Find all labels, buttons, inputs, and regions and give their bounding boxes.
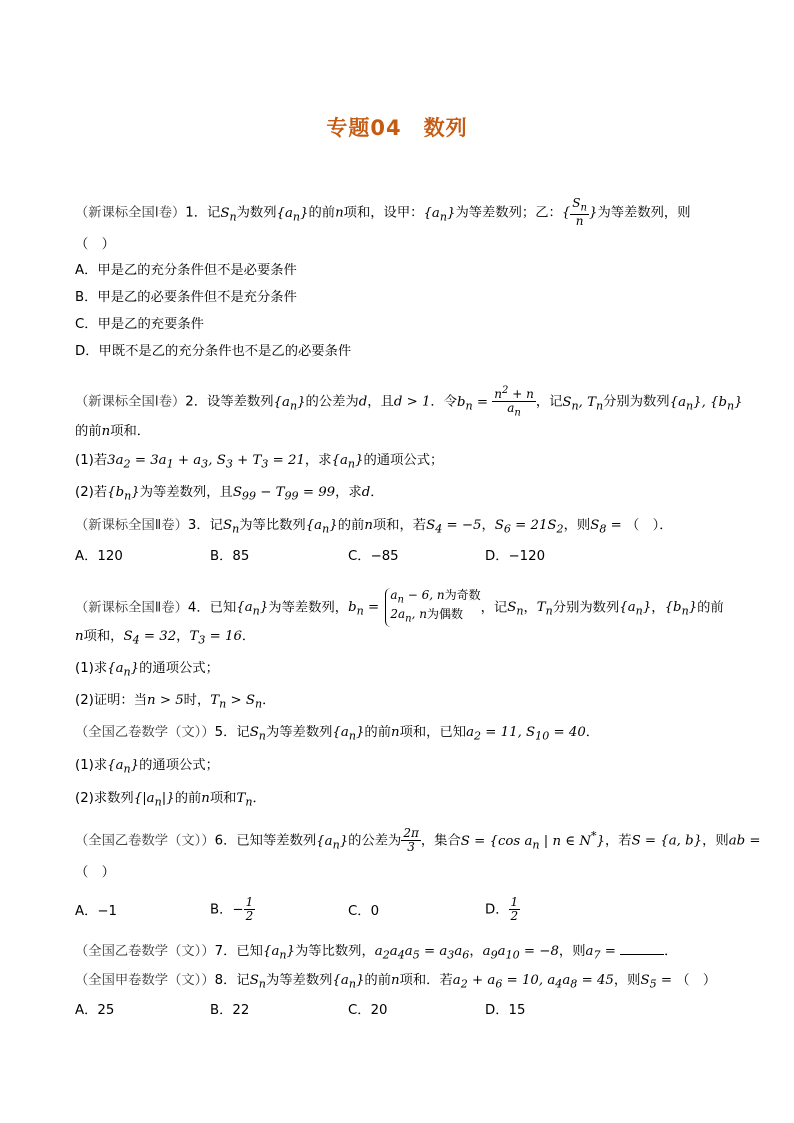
question-6-stem: （全国乙卷数学（文））6．已知等差数列$\{a_n\}$的公差为 $\frac{2\pi}{3}$ ，集合S = {cos $a_n$ | n ∈ N*}，若S = {a, b}，则ab = (75, 826, 761, 854)
option-a: A．25 (75, 1003, 115, 1018)
piecewise: $a_n - 6$, n为奇数 $2a_n$, n为偶数 (385, 588, 480, 627)
question-8-stem: （全国甲卷数学（文））8．记$S_n$为等差数列$\{a_n\}$的前n项和．若$a_2 + a_6 = 10$, $a_4a_8 = 45$，则$S_5$ = （ ） (75, 973, 717, 991)
option-b: B．22 (210, 1003, 250, 1018)
option-c: C．20 (348, 1003, 388, 1018)
answer-paren: （ ） (75, 237, 115, 252)
question-5-stem: （全国乙卷数学（文））5．记$S_n$为等差数列$\{a_n\}$的前n项和，已知$a_2 = 11$, $S_{10} = 40$． (75, 725, 600, 743)
option-c: C．0 (348, 904, 380, 919)
fraction: $\frac{2\pi}{3}$ (403, 826, 419, 854)
option-c: C．甲是乙的充要条件 (75, 317, 204, 332)
option-d: D．15 (485, 1003, 526, 1018)
question-2-stem: （新课标全国Ⅰ卷）2．设等差数列$\{a_n\}$的公差为d，且d > 1．令$b_n$ = $\frac{n^2 + n}{a_n}$ ，记$S_n$, $T_n$分别为数列$\{a_n\}$, $\{b_n\}$ (75, 385, 743, 419)
option-d: D． $\frac{1}{2}$ (485, 895, 519, 923)
question-2-part2: (2)若$\{b_n\}$为等差数列，且$S_{99} - T_{99} = 99$，求d． (75, 485, 384, 503)
fill-blank (620, 942, 664, 955)
option-a: A．120 (75, 549, 123, 564)
fraction: $\frac{S_n}{n}$ (572, 196, 587, 229)
option-a: A．−1 (75, 904, 117, 919)
question-4-stem: （新课标全国Ⅱ卷）4．已知$\{a_n\}$为等差数列，$b_n = a_n - 6$, n为奇数 $2a_n$, n为偶数 ，记$S_n$，$T_n$分别为数列$\{a_n\}$，$\{b_n\}$的前 (75, 588, 724, 625)
question-2-part1: (1)若$3a_2 = 3a_1 + a_3$, $S_3 + T_3 = 21$，求$\{a_n\}$的通项公式； (75, 453, 444, 471)
option-c: C．−85 (348, 549, 399, 564)
question-5-part1: (1)求$\{a_n\}$的通项公式； (75, 758, 219, 776)
option-d: D．−120 (485, 549, 546, 564)
question-4-part1: (1)求$\{a_n\}$的通项公式； (75, 661, 219, 679)
option-b: B．甲是乙的必要条件但不是充分条件 (75, 290, 297, 305)
answer-paren: （ ） (75, 865, 115, 880)
question-1-stem: （新课标全国Ⅰ卷）1．记$S_n$为数列$\{a_n\}$的前n项和，设甲：$\{a_n\}$为等差数列；乙：{ $\frac{S_n}{n}$ }为等差数列，则 (75, 196, 691, 229)
fraction: $\frac{n^2 + n}{a_n}$ (494, 385, 534, 419)
question-4-line2: n项和，$S_4 = 32$，$T_3 = 16$． (75, 629, 256, 647)
question-2-line2: 的前n项和． (75, 424, 151, 439)
question-5-part2: (2)求数列$\{|a_n|\}$的前n项和$T_n$． (75, 791, 266, 809)
question-source: （新课标全国Ⅰ卷） (75, 205, 186, 221)
option-b: B．85 (210, 549, 250, 564)
option-b: B．− $\frac{1}{2}$ (210, 895, 254, 923)
page-title: 专题04 数列 (326, 116, 468, 140)
option-a: A．甲是乙的充分条件但不是必要条件 (75, 263, 297, 278)
question-7-stem: （全国乙卷数学（文））7．已知$\{a_n\}$为等比数列，$a_2a_4a_5 = a_3a_6$，$a_9a_{10} = -8$，则$a_7$ = ． (75, 944, 678, 962)
question-3-stem: （新课标全国Ⅱ卷）3．记$S_n$为等比数列$\{a_n\}$的前n项和，若$S_4 = -5$，$S_6 = 21S_2$，则$S_8$ = （ ）． (75, 518, 673, 536)
option-d: D．甲既不是乙的充分条件也不是乙的必要条件 (75, 344, 352, 359)
question-4-part2: (2)证明：当n > 5时，$T_n > S_n$． (75, 693, 276, 711)
